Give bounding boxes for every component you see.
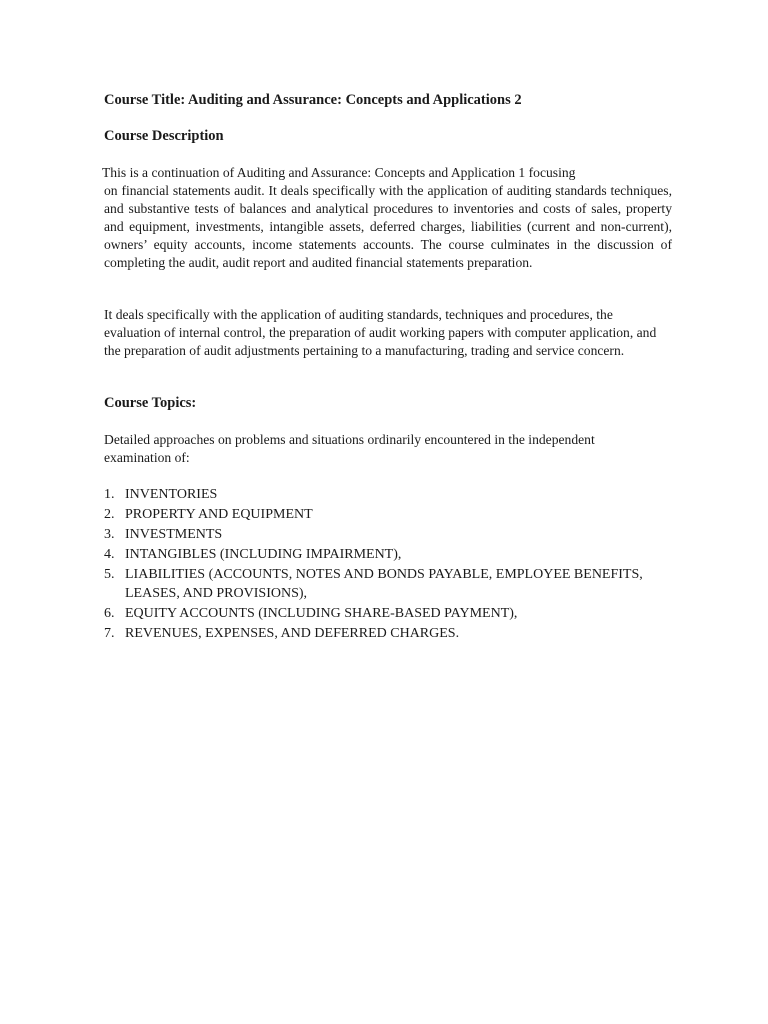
topic-number: 7. xyxy=(104,625,115,641)
topic-number: 6. xyxy=(104,605,115,621)
topics-intro-paragraph: Detailed approaches on problems and situations ordinarily encountered in the independent examination of: xyxy=(104,432,595,465)
topic-item xyxy=(104,625,664,644)
topic-item xyxy=(104,546,664,565)
topic-number: 5. xyxy=(104,567,115,582)
topic-item xyxy=(104,566,664,603)
description-first-line: This is a continuation of Auditing and Assurance: Concepts and Application 1 focusing xyxy=(102,165,576,180)
application-paragraph: It deals specifically with the application of auditing standards, techniques and procedures, the evaluation of internal control, the preparation of audit working papers with computer application, and the preparation of audit adjustments pertaining to a manufacturing, trading and service concern. xyxy=(104,307,657,358)
topic-list xyxy=(104,486,664,645)
topic-text: INTANGIBLES (INCLUDING IMPAIRMENT), xyxy=(125,547,402,562)
description-body: on financial statements audit. It deals specifically with the application of auditing standards techniques, and substantive tests of balances and analytical procedures to inventories and costs of sales, property and equipment, investments, intangible assets, deferred charges, liabilities (current and non-current), owners’ equity accounts, income statements accounts. The course culminates in the discussion of completing the audit, audit report and audited financial statements preparation. xyxy=(104,183,672,270)
course-description-paragraph xyxy=(104,164,672,272)
topic-text: INVESTMENTS xyxy=(125,527,223,542)
topic-number: 2. xyxy=(104,507,115,522)
topic-item xyxy=(104,486,664,505)
topic-text: INVENTORIES xyxy=(125,487,218,502)
topic-item xyxy=(104,605,664,624)
topic-text: PROPERTY AND EQUIPMENT xyxy=(125,507,313,522)
course-topics-heading: Course Topics: xyxy=(104,395,197,411)
topic-number: 1. xyxy=(104,487,115,502)
topic-text: LIABILITIES (ACCOUNTS, NOTES AND BONDS PAYABLE, EMPLOYEE BENEFITS, LEASES, AND PROVISIONS), xyxy=(125,567,643,601)
topic-text: REVENUES, EXPENSES, AND DEFERRED CHARGES. xyxy=(125,625,460,641)
topic-number: 4. xyxy=(104,547,115,562)
topic-number: 3. xyxy=(104,527,115,542)
course-title: Course Title: Auditing and Assurance: Concepts and Applications 2 xyxy=(104,92,522,108)
topic-item xyxy=(104,506,664,525)
topic-item xyxy=(104,526,664,545)
topic-text: EQUITY ACCOUNTS (INCLUDING SHARE-BASED PAYMENT), xyxy=(125,605,518,621)
course-description-heading: Course Description xyxy=(104,128,224,144)
